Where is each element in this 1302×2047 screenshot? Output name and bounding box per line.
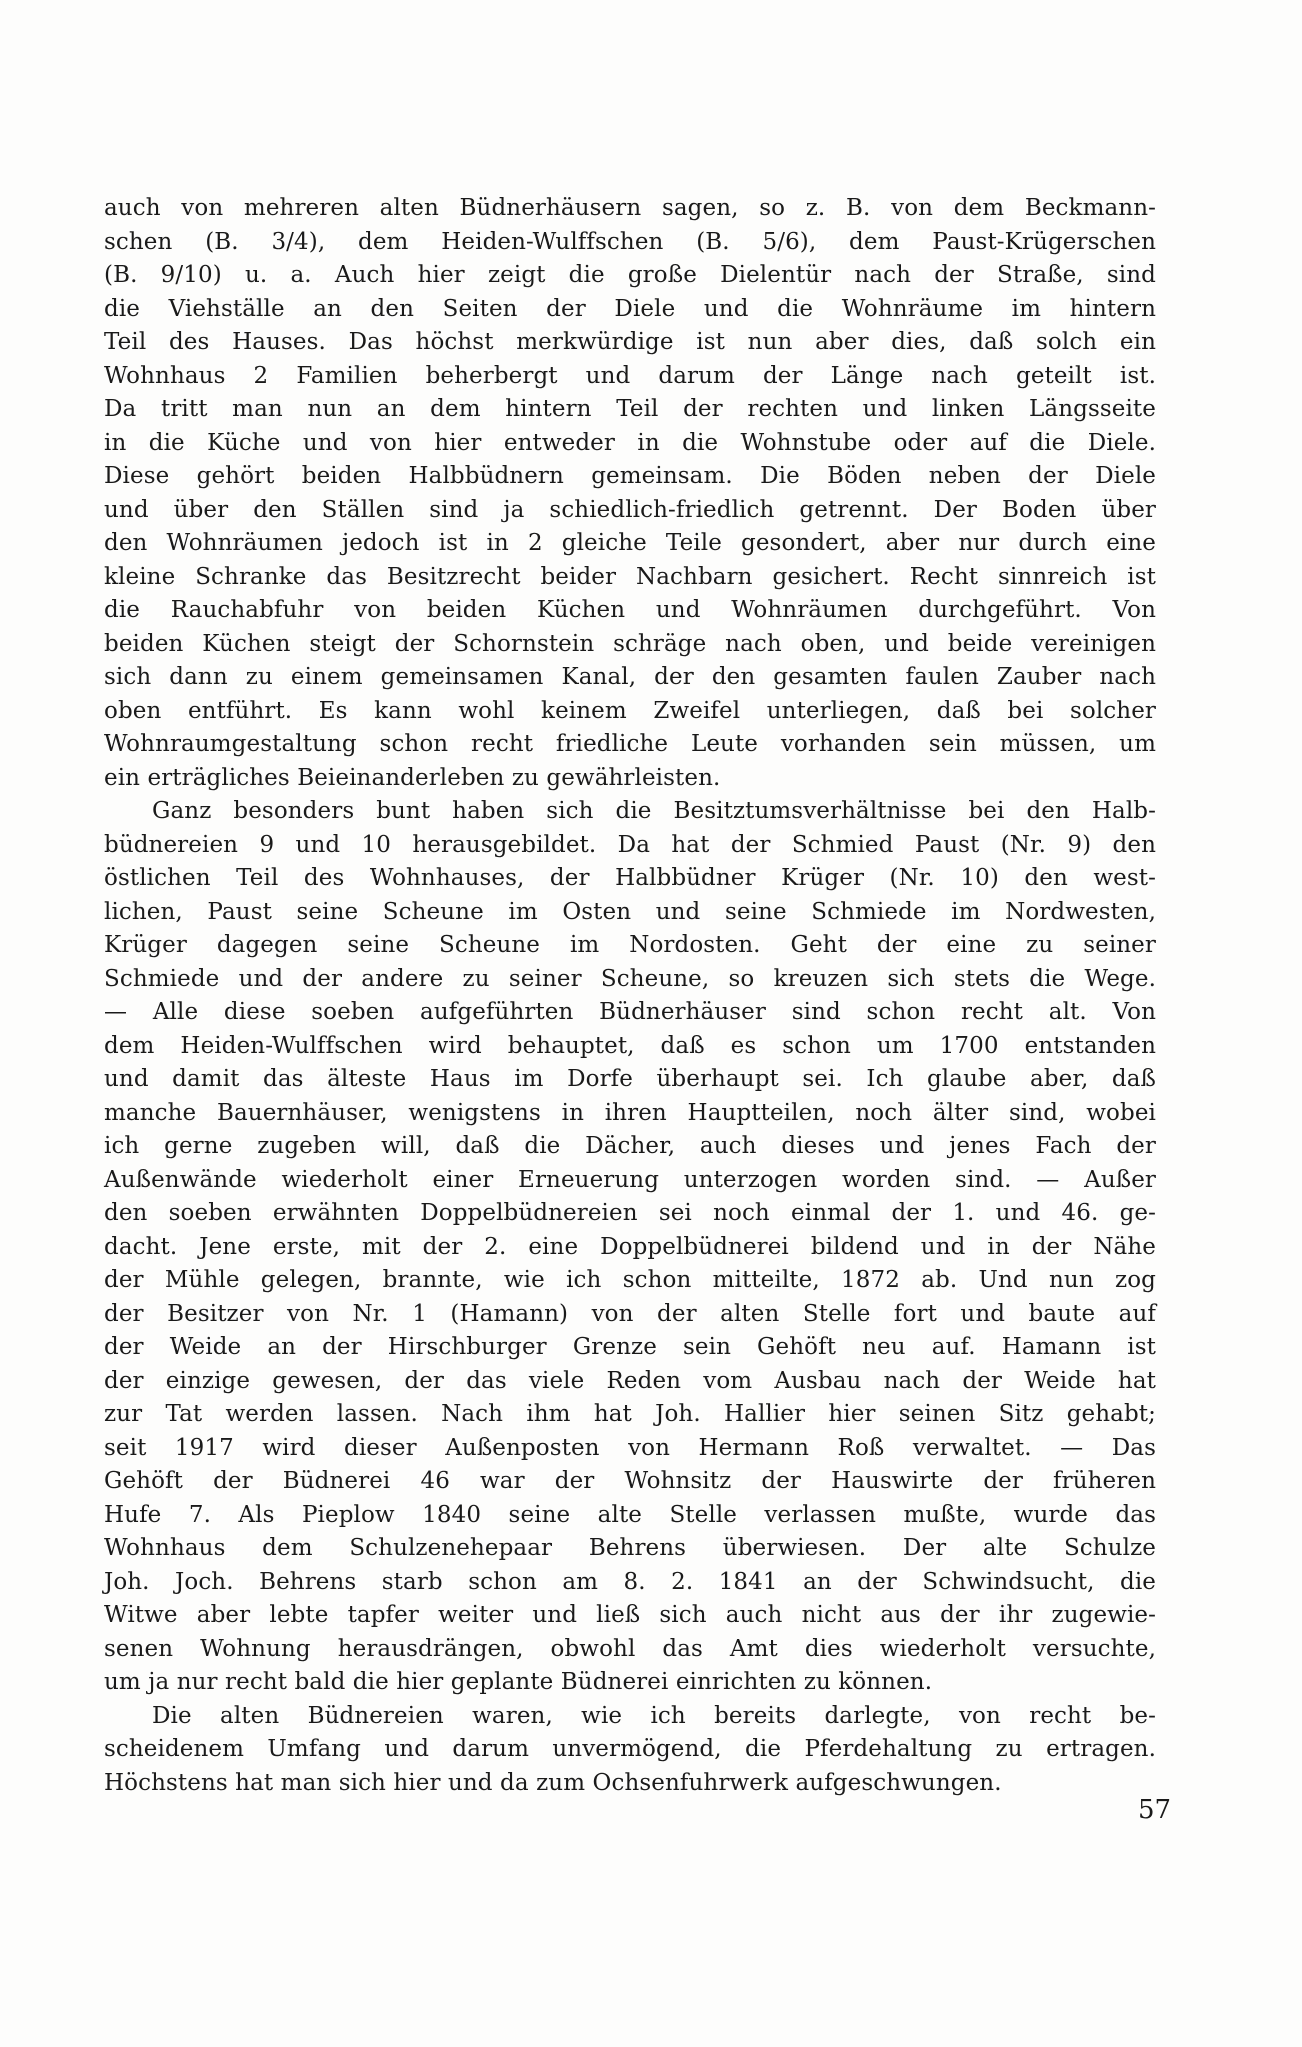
- text-line: der Besitzer von Nr. 1 (Hamann) von der alten Stelle fort und baute auf: [104, 1300, 1156, 1327]
- text-line: — Alle diese soeben aufgeführten Büdnerhäuser sind schon recht alt. Von: [104, 999, 1156, 1025]
- text-line: Da tritt man nun an dem hintern Teil der rechten und linken Längsseite: [104, 396, 1156, 422]
- text-line: der Weide an der Hirschburger Grenze sein Gehöft neu auf. Hamann ist: [104, 1334, 1156, 1360]
- page-number: 57: [1138, 1795, 1172, 1825]
- text-line: der einzige gewesen, der das viele Reden vom Ausbau nach der Weide hat: [104, 1367, 1156, 1394]
- text-line: Schmiede und der andere zu seiner Scheune, so kreuzen sich stets die Wege.: [104, 965, 1156, 992]
- text-line: manche Bauernhäuser, wenigstens in ihren Hauptteilen, noch älter sind, wobei: [104, 1099, 1156, 1126]
- text-line: den soeben erwähnten Doppelbüdnereien sei noch einmal der 1. und 46. ge-: [104, 1200, 1156, 1226]
- paragraph: [104, 795, 1156, 1700]
- body-text: [104, 192, 1156, 1800]
- text-line: dem Heiden-Wulffschen wird behauptet, daß es schon um 1700 entstanden: [104, 1032, 1156, 1059]
- text-line: seit 1917 wird dieser Außenposten von Hermann Roß verwaltet. — Das: [104, 1434, 1156, 1461]
- text-line: Witwe aber lebte tapfer weiter und ließ sich auch nicht aus der ihr zugewie-: [104, 1602, 1156, 1628]
- text-line: oben entführt. Es kann wohl keinem Zweifel unterliegen, daß bei solcher: [104, 697, 1156, 724]
- text-line: schen (B. 3/4), dem Heiden-Wulffschen (B. 5/6), dem Paust-Krügerschen: [104, 228, 1156, 255]
- text-line: den Wohnräumen jedoch ist in 2 gleiche Teile gesondert, aber nur durch eine: [104, 530, 1156, 556]
- text-line: sich dann zu einem gemeinsamen Kanal, der den gesamten faulen Zauber nach: [104, 664, 1156, 690]
- text-line: senen Wohnung herausdrängen, obwohl das Amt dies wiederholt versuchte,: [104, 1635, 1156, 1662]
- text-line: Wohnhaus dem Schulzenehepaar Behrens überwiesen. Der alte Schulze: [104, 1535, 1156, 1561]
- text-line: die Viehställe an den Seiten der Diele und die Wohnräume im hintern: [104, 295, 1156, 322]
- text-line: Wohnhaus 2 Familien beherbergt und darum der Länge nach geteilt ist.: [104, 362, 1156, 389]
- text-line: der Mühle gelegen, brannte, wie ich schon mitteilte, 1872 ab. Und nun zog: [104, 1267, 1156, 1293]
- text-line: lichen, Paust seine Scheune im Osten und seine Schmiede im Nordwesten,: [104, 898, 1156, 925]
- text-line: dacht. Jene erste, mit der 2. eine Doppelbüdnerei bildend und in der Nähe: [104, 1233, 1156, 1260]
- text-line: zur Tat werden lassen. Nach ihm hat Joh. Hallier hier seinen Sitz gehabt;: [104, 1401, 1156, 1427]
- text-line: scheidenem Umfang und darum unvermögend, die Pferdehaltung zu ertragen.: [104, 1736, 1156, 1762]
- text-line: beiden Küchen steigt der Schornstein schräge nach oben, und beide vereinigen: [104, 630, 1156, 657]
- text-line: ich gerne zugeben will, daß die Dächer, auch dieses und jenes Fach der: [104, 1133, 1156, 1159]
- text-line: auch von mehreren alten Büdnerhäusern sagen, so z. B. von dem Beckmann-: [104, 195, 1156, 221]
- text-line: Diese gehört beiden Halbbüdnern gemeinsam. Die Böden neben der Diele: [104, 463, 1156, 489]
- paragraph: [104, 192, 1156, 795]
- text-line: Krüger dagegen seine Scheune im Nordosten. Geht der eine zu seiner: [104, 932, 1156, 958]
- text-line: und damit das älteste Haus im Dorfe überhaupt sei. Ich glaube aber, daß: [104, 1066, 1156, 1092]
- text-line: um ja nur recht bald die hier geplante Büdnerei einrichten zu können.: [104, 1669, 933, 1695]
- text-line: und über den Ställen sind ja schiedlich-friedlich getrennt. Der Boden über: [104, 496, 1156, 523]
- text-line: büdnereien 9 und 10 herausgebildet. Da hat der Schmied Paust (Nr. 9) den: [104, 831, 1156, 858]
- text-line: Hufe 7. Als Pieplow 1840 seine alte Stelle verlassen mußte, wurde das: [104, 1501, 1156, 1528]
- text-line: Die alten Büdnereien waren, wie ich bereits darlegte, von recht be-: [152, 1702, 1156, 1729]
- text-line: östlichen Teil des Wohnhauses, der Halbbüdner Krüger (Nr. 10) den west-: [104, 865, 1156, 891]
- text-line: Ganz besonders bunt haben sich die Besitztumsverhältnisse bei den Halb-: [152, 798, 1156, 824]
- text-line: Außenwände wiederholt einer Erneuerung unterzogen worden sind. — Außer: [104, 1166, 1156, 1193]
- text-line: Wohnraumgestaltung schon recht friedliche Leute vorhanden sein müssen, um: [104, 731, 1156, 757]
- text-line: Höchstens hat man sich hier und da zum Ochsenfuhrwerk aufgeschwungen.: [104, 1769, 1002, 1796]
- text-line: (B. 9/10) u. a. Auch hier zeigt die große Dielentür nach der Straße, sind: [104, 262, 1156, 288]
- text-line: die Rauchabfuhr von beiden Küchen und Wohnräumen durchgeführt. Von: [104, 597, 1156, 623]
- text-line: Gehöft der Büdnerei 46 war der Wohnsitz der Hauswirte der früheren: [104, 1468, 1156, 1494]
- text-line: kleine Schranke das Besitzrecht beider Nachbarn gesichert. Recht sinnreich ist: [104, 563, 1156, 590]
- text-line: ein erträgliches Beieinanderleben zu gewährleisten.: [104, 764, 721, 791]
- paragraph: [104, 1700, 1156, 1801]
- text-line: Teil des Hauses. Das höchst merkwürdige ist nun aber dies, daß solch ein: [104, 329, 1156, 355]
- text-line: Joh. Joch. Behrens starb schon am 8. 2. 1841 an der Schwindsucht, die: [104, 1568, 1156, 1595]
- text-line: in die Küche und von hier entweder in die Wohnstube oder auf die Diele.: [104, 429, 1156, 456]
